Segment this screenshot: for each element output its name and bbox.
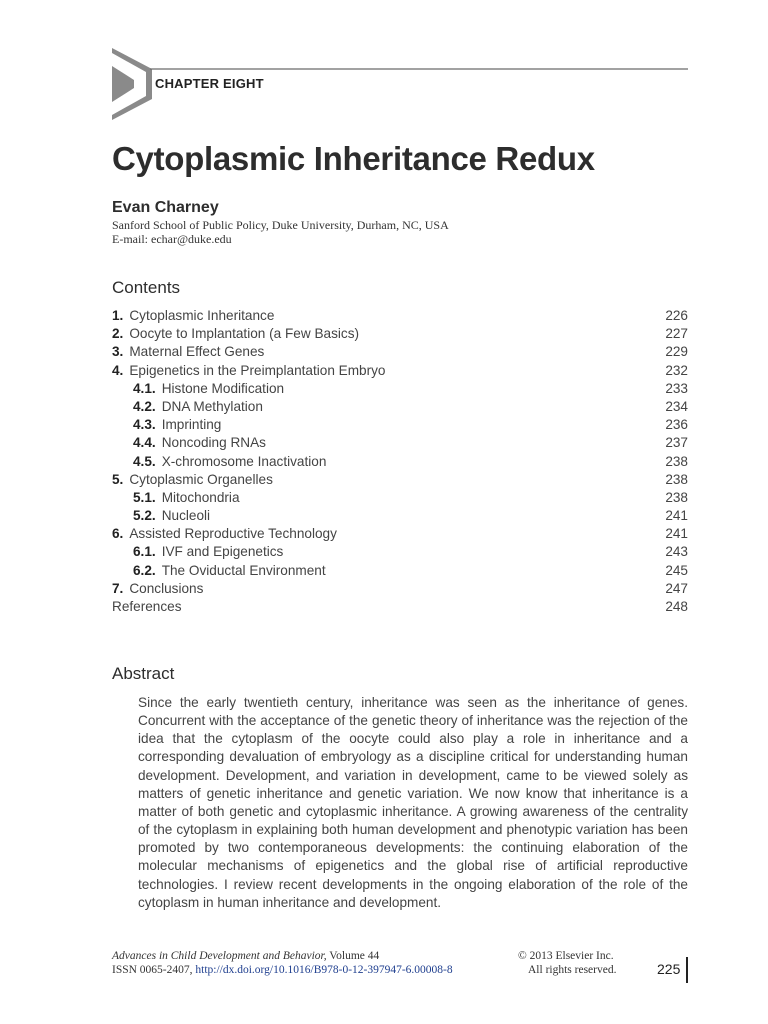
toc-entry-page: 227	[665, 326, 688, 342]
toc-entry-label: Mitochondria	[161, 489, 240, 505]
toc-entry-number: 5.1.	[133, 489, 156, 505]
toc-entry[interactable]	[112, 543, 688, 561]
toc-entry[interactable]	[112, 362, 688, 380]
toc-entry-label: DNA Methylation	[161, 398, 263, 414]
page-number: 225	[657, 961, 681, 977]
journal-volume: Volume 44	[329, 950, 380, 962]
issn: ISSN 0065-2407,	[112, 964, 193, 976]
toc-entry-label: Oocyte to Implantation (a Few Basics)	[129, 326, 360, 342]
journal-name: Advances in Child Development and Behavior,	[112, 950, 327, 962]
contents-heading: Contents	[112, 278, 181, 297]
toc-entry-page: 238	[665, 489, 688, 505]
toc-entry-page: 247	[665, 580, 688, 596]
rights-notice: All rights reserved.	[528, 964, 617, 976]
toc-entry-page: 238	[665, 453, 688, 469]
toc-entry-number: 4.1.	[133, 380, 156, 396]
toc-entry-number: 6.1.	[133, 544, 156, 560]
toc-entry[interactable]	[112, 580, 688, 598]
toc-entry-page: 237	[665, 435, 688, 451]
toc-entry-number: 3.	[112, 344, 124, 360]
chapter-label: CHAPTER EIGHT	[155, 76, 264, 91]
toc-entry-page: 241	[665, 508, 688, 524]
page-number-rule	[686, 957, 688, 983]
toc-entry-page: 234	[665, 398, 688, 414]
toc-entry-number: 1.	[112, 308, 124, 323]
toc-entry-label: The Oviductal Environment	[161, 562, 326, 578]
toc-entry[interactable]	[112, 453, 688, 471]
toc-entry-label: Nucleoli	[161, 508, 211, 524]
toc-entry-number: 6.	[112, 526, 124, 542]
toc-entry[interactable]	[112, 398, 688, 416]
toc-entry-number: 7.	[112, 580, 124, 596]
toc-entry-number: 2.	[112, 326, 124, 342]
toc-entry-label: Noncoding RNAs	[161, 435, 266, 451]
toc-entry-page: 236	[665, 417, 688, 433]
toc-entry-label: Histone Modification	[161, 380, 285, 396]
toc-entry-label: Imprinting	[161, 417, 222, 433]
toc-entry[interactable]	[112, 434, 688, 452]
toc-entry[interactable]	[112, 489, 688, 507]
toc-entry-number: 4.3.	[133, 417, 156, 433]
toc-entry[interactable]	[112, 325, 688, 343]
toc-entry-page: 245	[665, 562, 688, 578]
abstract-text: Since the early twentieth century, inheritance was seen as the inheritance of genes. Concurrent with the acceptance of the genetic theory of inheritance was the rejection of the idea that the cytoplasm of the oocyte could also play a role in inheritance and a corresponding devaluation of embryology as a discipline critical for understanding human development. Development, and variation in development, came to be viewed solely as matters of genetic inheritance and genetic variation. We now know that inheritance is a matter of both genetic and cytoplasmic inheritance. A growing awareness of the centrality of the cytoplasm in explaining both human development and phenotypic variation has been promoted by two contemporaneous developments: the continuing elaboration of the molecular mechanisms of epigenetics and the global rise of artificial reproductive technologies. I review recent developments in the ongoing elaboration of the role of the cytoplasm in human inheritance and development.	[138, 695, 688, 910]
toc-entry-label: Cytoplasmic Organelles	[129, 471, 273, 487]
toc-entry[interactable]	[112, 471, 688, 489]
toc-entry-number: 4.	[112, 362, 124, 378]
toc-entry-label: Cytoplasmic Inheritance	[129, 308, 275, 323]
toc-entry[interactable]	[112, 307, 688, 325]
doi-link[interactable]: http://dx.doi.org/10.1016/B978-0-12-397947-6.00008-8	[195, 964, 453, 976]
toc-entry-number: 6.2.	[133, 562, 156, 578]
toc-entry-page: 243	[665, 544, 688, 560]
toc-entry-page: 229	[665, 344, 688, 360]
toc-entry-label: References	[112, 599, 182, 614]
toc-entry[interactable]	[112, 507, 688, 525]
toc-entry[interactable]	[112, 380, 688, 398]
toc-entry-label: Maternal Effect Genes	[129, 344, 265, 360]
toc-entry-page: 248	[665, 599, 688, 614]
toc-entry-label: IVF and Epigenetics	[161, 544, 284, 560]
table-of-contents	[112, 307, 688, 616]
toc-entry-label: Conclusions	[129, 580, 204, 596]
toc-entry-number: 5.	[112, 471, 124, 487]
footer-issn-line	[112, 964, 453, 976]
toc-entry[interactable]	[112, 525, 688, 543]
toc-entry[interactable]	[112, 416, 688, 434]
toc-entry-label: X-chromosome Inactivation	[161, 453, 327, 469]
copyright-notice: © 2013 Elsevier Inc.	[518, 950, 614, 962]
toc-entry-label: Assisted Reproductive Technology	[129, 526, 337, 542]
toc-entry-number: 4.5.	[133, 453, 156, 469]
toc-entry[interactable]	[112, 343, 688, 361]
toc-entry-label: Epigenetics in the Preimplantation Embryo	[129, 362, 386, 378]
toc-entry-page: 232	[665, 362, 688, 378]
toc-entry-page: 241	[665, 526, 688, 542]
toc-entry[interactable]	[112, 598, 688, 616]
toc-entry-page: 226	[665, 308, 688, 323]
toc-entry-page: 238	[665, 471, 688, 487]
toc-entry-number: 4.4.	[133, 435, 156, 451]
toc-entry-number: 5.2.	[133, 508, 156, 524]
abstract-heading: Abstract	[112, 664, 175, 683]
toc-entry-number: 4.2.	[133, 398, 156, 414]
author-email: E-mail: echar@duke.edu	[112, 232, 232, 246]
author-affiliation: Sanford School of Public Policy, Duke University, Durham, NC, USA	[112, 218, 449, 232]
author-name: Evan Charney	[112, 199, 219, 216]
toc-entry-page: 233	[665, 380, 688, 396]
footer-journal-citation	[112, 950, 379, 962]
chapter-title: Cytoplasmic Inheritance Redux	[112, 140, 595, 177]
toc-entry[interactable]	[112, 562, 688, 580]
